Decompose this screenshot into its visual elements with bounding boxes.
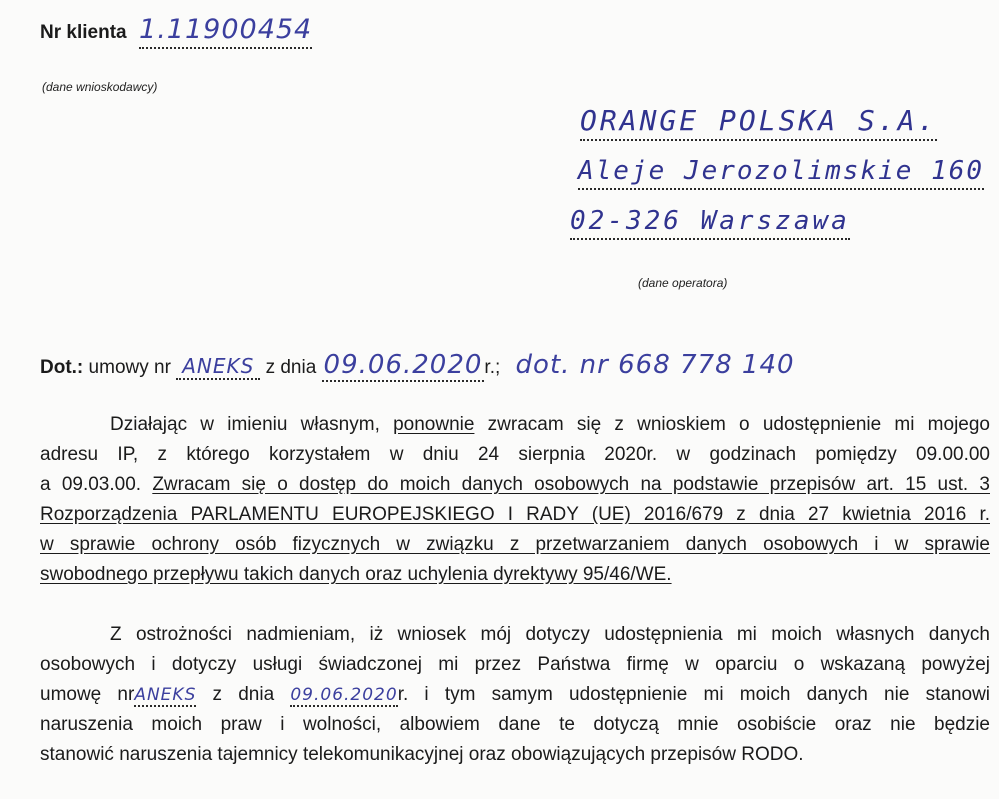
subject-text-2: z dnia (265, 357, 317, 378)
text-span: z dnia (212, 684, 275, 705)
paragraph-1-line: w sprawie ochrony osób fizycznych w związku z przetwarzaniem danych osobowych i w sprawie (40, 534, 990, 555)
client-number-row (40, 14, 312, 45)
subject-line (40, 350, 795, 380)
text-span: Działając w imieniu własnym, (110, 414, 394, 435)
underlined-word: ponownie (393, 414, 475, 435)
operator-line-2: Aleje Jerozolimskie 160 (578, 156, 984, 190)
operator-line-3: 02-326 Warszawa (570, 206, 850, 240)
paragraph-2-line (40, 680, 990, 710)
contract-date: 09.06.2020 (323, 350, 483, 380)
operator-line-1: ORANGE POLSKA S.A. (580, 104, 937, 141)
text-span: a 09.03.00. (40, 474, 153, 495)
handwritten-contract-number: ANEKS (134, 685, 197, 705)
subject-text-1: umowy nr (88, 357, 171, 378)
operator-caption: (dane operatora) (638, 276, 728, 290)
paragraph-2-line: osobowych i dotyczy usługi świadczonej mi przez Państwa firmę w oparciu o wskazaną powyżej (40, 654, 990, 675)
handwritten-date: 09.06.2020 (290, 685, 398, 705)
applicant-caption: (dane wnioskodawcy) (42, 80, 158, 94)
paragraph-2-line: naruszenia moich praw i wolności, albowiem dane te dotyczą mnie osobiście oraz nie będzie (40, 714, 990, 735)
paragraph-1 (40, 410, 990, 590)
subject-suffix: r.; (484, 357, 501, 378)
text-span: r. i tym samym udostępnienie mi moich danych nie stanowi (397, 684, 991, 705)
paragraph-2-line: stanowić naruszenia tajemnicy telekomunikacyjnej oraz obowiązujących przepisów RODO. (40, 744, 804, 765)
paragraph-1-line: Rozporządzenia PARLAMENTU EUROPEJSKIEGO I RADY (UE) 2016/679 z dnia 27 kwietnia 2016 r. (40, 504, 990, 525)
contract-number: ANEKS (176, 354, 260, 380)
phone-reference: dot. nr 668 778 140 (515, 350, 795, 380)
client-number-value: 1.11900454 (139, 14, 312, 49)
subject-label: Dot.: (40, 357, 84, 378)
paragraph-1-line: adresu IP, z którego korzystałem w dniu 24 sierpnia 2020r. w godzinach pomiędzy 09.00.00 (40, 444, 990, 465)
text-span: zwracam się z wnioskiem o udostępnienie mi mojego (474, 414, 990, 435)
paragraph-2 (40, 620, 990, 770)
paragraph-1-line: swobodnego przepływu takich danych oraz uchylenia dyrektywy 95/46/WE. (40, 564, 672, 585)
paragraph-1-line (40, 410, 990, 440)
paragraph-1-line (40, 470, 990, 500)
client-number-label: Nr klienta (40, 22, 127, 43)
underlined-text: Zwracam się o dostęp do moich danych osobowych na podstawie przepisów art. 15 ust. 3 (152, 474, 990, 495)
text-span: umowę nr (40, 684, 135, 705)
paragraph-2-line: Z ostrożności nadmieniam, iż wniosek mój dotyczy udostępnienia mi moich własnych danych (110, 624, 990, 645)
